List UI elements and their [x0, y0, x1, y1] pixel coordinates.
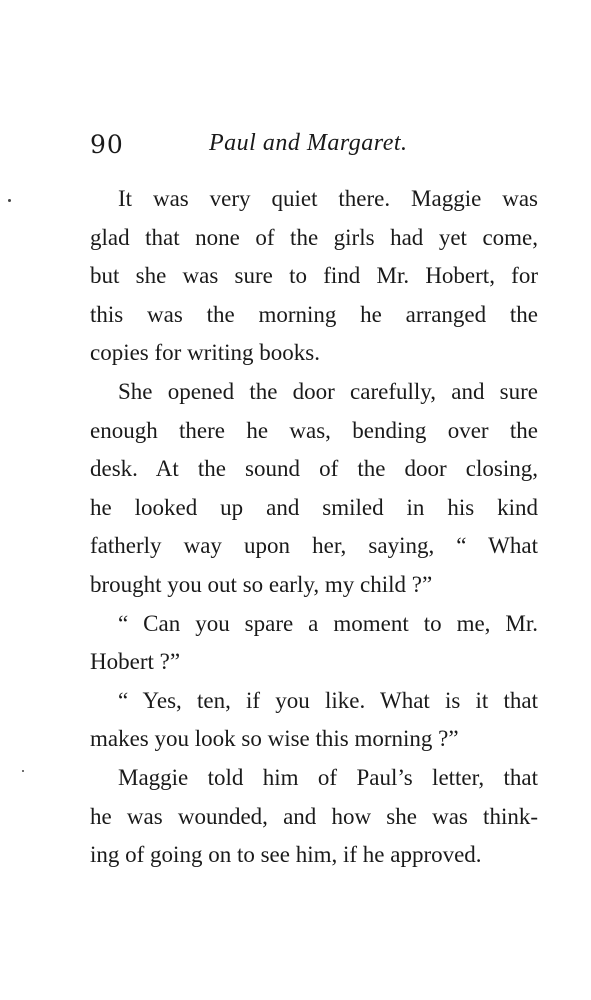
- text-line: this was the morning he arranged the: [90, 301, 538, 327]
- text-line: Hobert ?”: [90, 649, 181, 675]
- text-line: enough there he was, bending over the: [90, 417, 538, 443]
- text-line: he was wounded, and how she was think-: [90, 803, 538, 829]
- text-line: brought you out so early, my child ?”: [90, 571, 433, 597]
- text-line: She opened the door carefully, and sure: [118, 378, 538, 404]
- print-speck: [8, 199, 11, 202]
- text-line: glad that none of the girls had yet come,: [90, 224, 538, 250]
- text-line: It was very quiet there. Maggie was: [118, 186, 538, 211]
- text-line: but she was sure to find Mr. Hobert, for: [90, 263, 538, 289]
- page-number: 90: [90, 130, 124, 159]
- running-title: Paul and Margaret.: [209, 130, 408, 156]
- text-line: Maggie told him of Paul’s letter, that: [118, 764, 538, 790]
- text-line: copies for writing books.: [90, 340, 320, 366]
- text-line: he looked up and smiled in his kind: [90, 494, 538, 520]
- text-line: desk. At the sound of the door closing,: [90, 456, 538, 482]
- text-line: makes you look so wise this morning ?”: [90, 726, 459, 752]
- text-line: “ Can you spare a moment to me, Mr.: [118, 610, 538, 636]
- print-speck: [22, 770, 24, 772]
- page-header: [86, 126, 556, 166]
- text-line: “ Yes, ten, if you like. What is it that: [118, 687, 538, 713]
- text-line: fatherly way upon her, saying, “ What: [90, 533, 538, 559]
- text-line: ing of going on to see him, if he approved.: [90, 842, 482, 868]
- body-text: [90, 180, 538, 875]
